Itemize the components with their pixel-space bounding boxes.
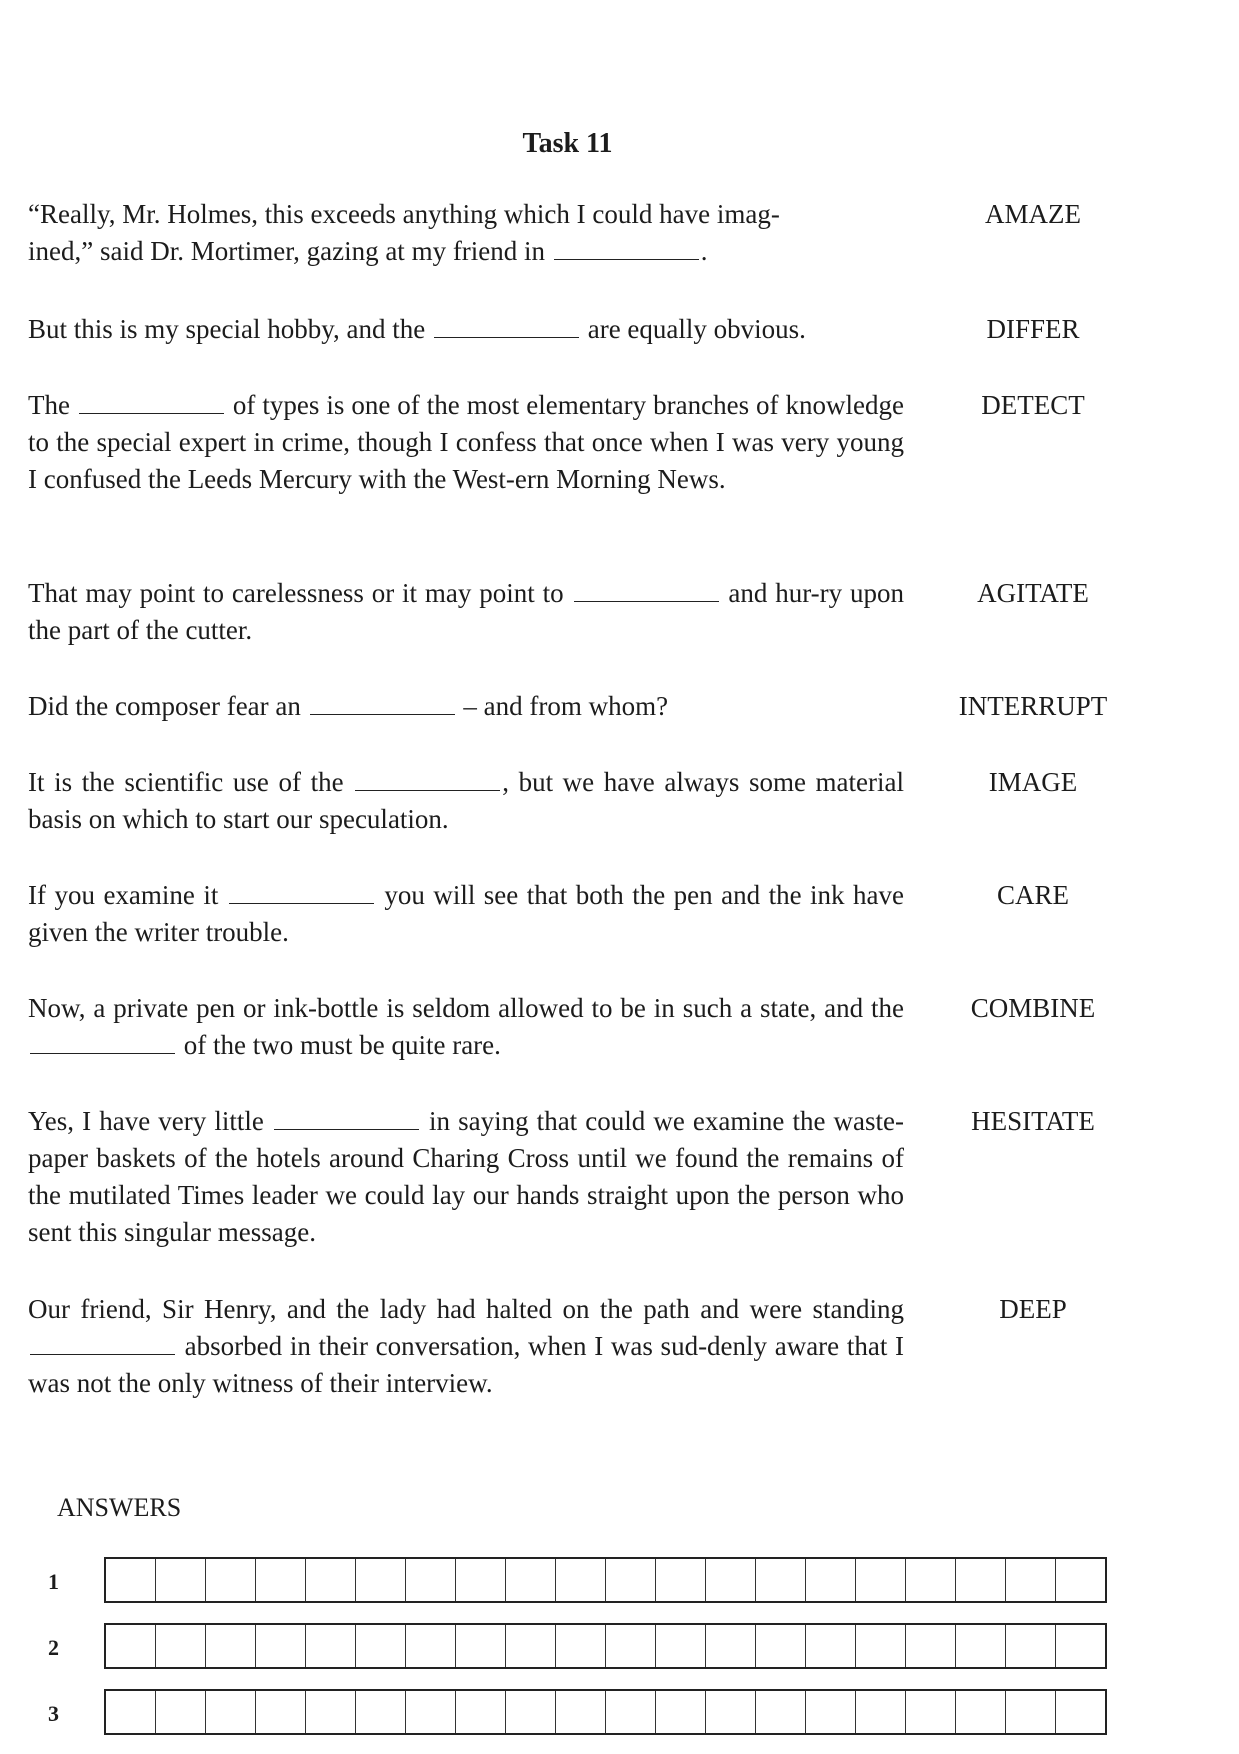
answer-cell[interactable] [256,1625,306,1667]
root-word: DIFFER [986,314,1080,344]
answer-cell[interactable] [756,1559,806,1601]
answer-grid[interactable] [104,1557,1107,1603]
answer-cell[interactable] [206,1691,256,1733]
answer-cell[interactable] [806,1559,856,1601]
answer-cell[interactable] [756,1691,806,1733]
exercise-sentence: Yes, I have very little in saying that could we examine the waste-paper baskets of the hotels around Charing Cross until we found the remains of the mutilated Times leader we could lay our hands straight upon the person who sent this singular message. [28,1106,904,1247]
answer-cell[interactable] [156,1625,206,1667]
answer-cell[interactable] [456,1691,506,1733]
answer-cell[interactable] [856,1691,906,1733]
answer-cell[interactable] [606,1691,656,1733]
answer-blank[interactable] [229,902,374,904]
root-word: HESITATE [971,1106,1095,1136]
exercise-sentence: It is the scientific use of the , but we have always some material basis on which to start our speculation. [28,767,904,834]
answer-cell[interactable] [1056,1625,1105,1667]
answer-cell[interactable] [506,1691,556,1733]
answer-cell[interactable] [156,1559,206,1601]
answer-blank[interactable] [79,412,224,414]
answer-cell[interactable] [806,1691,856,1733]
answer-cell[interactable] [656,1559,706,1601]
answer-cell[interactable] [606,1559,656,1601]
answer-cell[interactable] [956,1625,1006,1667]
answer-cell[interactable] [356,1559,406,1601]
root-word: CARE [996,880,1069,910]
answer-cell[interactable] [806,1625,856,1667]
root-word: INTERRUPT [958,691,1108,721]
answer-blank[interactable] [30,1353,175,1355]
answer-cell[interactable] [1006,1625,1056,1667]
answer-cell[interactable] [156,1691,206,1733]
answer-cell[interactable] [356,1691,406,1733]
answer-cell[interactable] [356,1625,406,1667]
answer-cell[interactable] [206,1625,256,1667]
root-word: IMAGE [988,767,1078,797]
answer-cell[interactable] [906,1559,956,1601]
answer-cell[interactable] [906,1625,956,1667]
answer-row-number: 3 [48,1701,59,1726]
answer-cell[interactable] [206,1559,256,1601]
answer-cell[interactable] [956,1691,1006,1733]
root-word: DEEP [999,1294,1067,1324]
answer-cell[interactable] [306,1625,356,1667]
exercise-sentence: Now, a private pen or ink-bottle is seldom allowed to be in such a state, and the of the two must be quite rare. [28,993,904,1060]
answer-blank[interactable] [274,1128,419,1130]
root-word: COMBINE [970,993,1096,1023]
answer-cell[interactable] [1006,1559,1056,1601]
answer-blank[interactable] [574,600,719,602]
answer-cell[interactable] [756,1625,806,1667]
answer-cell[interactable] [556,1625,606,1667]
exercise-sentence: Our friend, Sir Henry, and the lady had halted on the path and were standing absorbed in their conversation, when I was sud-denly aware that I was not the only witness of their interview. [28,1294,904,1398]
answer-grid[interactable] [104,1689,1107,1735]
answer-blank[interactable] [30,1052,175,1054]
answer-cell[interactable] [306,1691,356,1733]
answer-cell[interactable] [856,1559,906,1601]
answer-cell[interactable] [506,1625,556,1667]
answer-row-number: 2 [48,1635,59,1660]
answer-cell[interactable] [656,1625,706,1667]
answer-cell[interactable] [456,1559,506,1601]
exercise-sentence: If you examine it you will see that both the pen and the ink have given the writer trouble. [28,880,904,947]
answer-cell[interactable] [406,1559,456,1601]
exercise-sentence: That may point to carelessness or it may point to and hur-ry upon the part of the cutter. [28,578,904,645]
answer-cell[interactable] [556,1559,606,1601]
answer-cell[interactable] [1056,1559,1105,1601]
answer-cell[interactable] [656,1691,706,1733]
root-word: DETECT [981,390,1085,420]
answer-cell[interactable] [306,1559,356,1601]
answer-cell[interactable] [406,1625,456,1667]
answer-cell[interactable] [706,1559,756,1601]
exercise-sentence: Did the composer fear an – and from whom? [28,691,669,721]
root-word: AMAZE [985,199,1081,229]
answer-cell[interactable] [856,1625,906,1667]
answer-cell[interactable] [1056,1691,1105,1733]
answer-blank[interactable] [355,789,500,791]
exercise-sentence: But this is my special hobby, and the are equally obvious. [28,314,806,344]
answer-cell[interactable] [106,1691,156,1733]
exercise-sentence: “Really, Mr. Holmes, this exceeds anything which I could have imag- ined,” said Dr. Mortimer, gazing at my friend in . [28,199,780,266]
answer-cell[interactable] [106,1625,156,1667]
answer-row-number: 1 [48,1569,59,1594]
answer-cell[interactable] [706,1625,756,1667]
answer-cell[interactable] [1006,1691,1056,1733]
answer-grid[interactable] [104,1623,1107,1669]
answer-cell[interactable] [606,1625,656,1667]
answer-cell[interactable] [556,1691,606,1733]
answer-cell[interactable] [706,1691,756,1733]
answer-cell[interactable] [406,1691,456,1733]
task-title: Task 11 [522,128,613,159]
answer-cell[interactable] [256,1559,306,1601]
answer-blank[interactable] [434,336,579,338]
answer-blank[interactable] [554,258,699,260]
answer-cell[interactable] [456,1625,506,1667]
root-word: AGITATE [977,578,1089,608]
answer-blank[interactable] [310,713,455,715]
answer-cell[interactable] [256,1691,306,1733]
exercise-sentence: The of types is one of the most elementary branches of knowledge to the special expert in crime, though I confess that once when I was very young I confused the Leeds Mercury with the West-ern Morning News. [28,390,904,494]
answer-cell[interactable] [506,1559,556,1601]
answer-cell[interactable] [956,1559,1006,1601]
answers-label: ANSWERS [57,1493,182,1522]
answer-cell[interactable] [906,1691,956,1733]
answer-cell[interactable] [106,1559,156,1601]
